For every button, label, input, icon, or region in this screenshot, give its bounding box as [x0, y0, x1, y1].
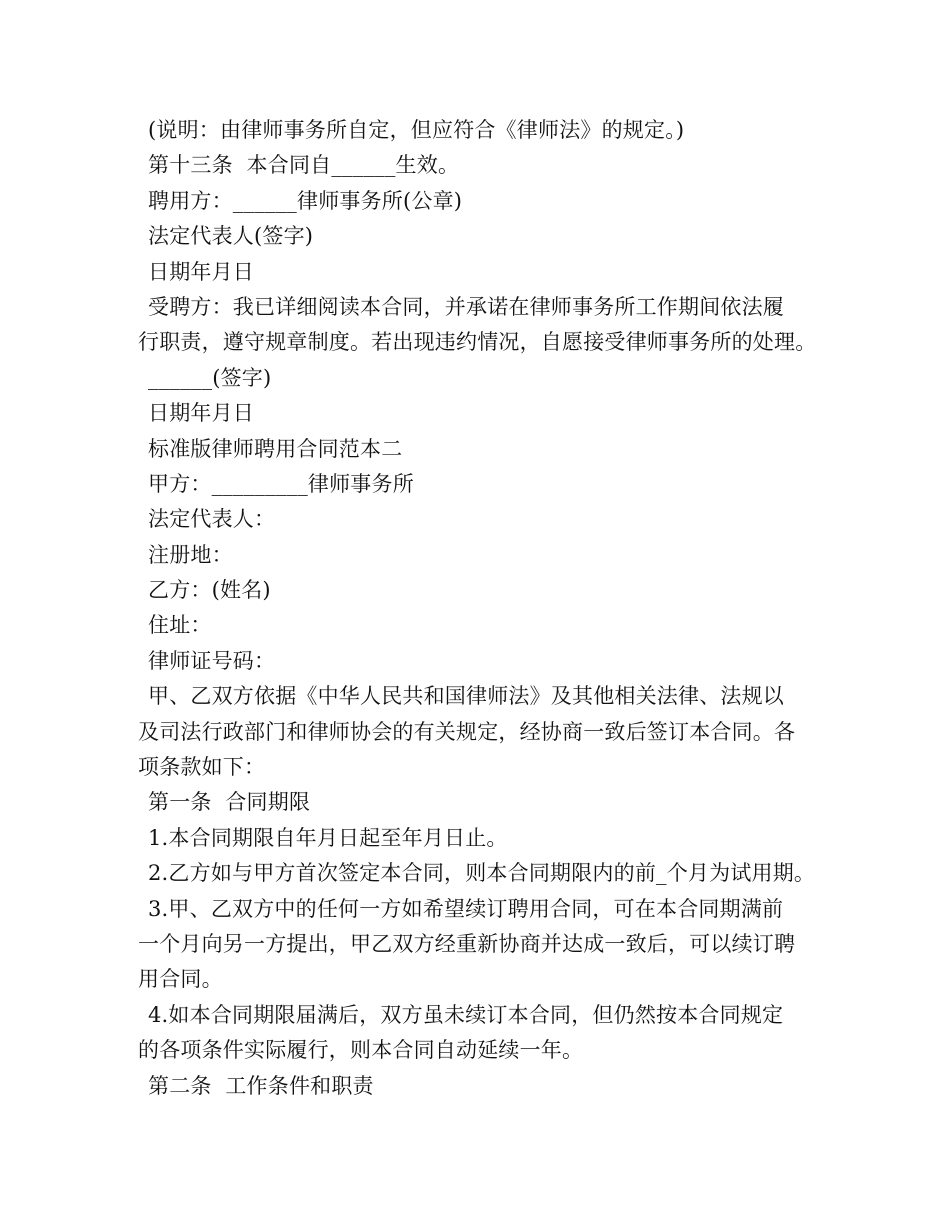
text-line: 法定代表人(签字)	[148, 224, 314, 249]
text-line: 日期年月日	[148, 401, 254, 426]
text-line: 第一条 合同期限	[148, 790, 311, 815]
text-line: ______(签字)	[148, 365, 272, 390]
text-line: 1.本合同期限自年月日起至年月日止。	[148, 825, 508, 850]
text-line: 第十三条 本合同自______生效。	[148, 153, 460, 178]
text-line: 的各项条件实际履行，则本合同自动延续一年。	[138, 1038, 584, 1063]
text-line: 第二条 工作条件和职责	[148, 1073, 374, 1098]
text-line: 及司法行政部门和律师协会的有关规定，经协商一致后签订本合同。各	[138, 719, 796, 744]
text-line: 律师证号码：	[148, 648, 276, 673]
text-line: 项条款如下：	[138, 755, 266, 780]
text-line: 3.甲、乙双方中的任何一方如希望续订聘用合同，可在本合同期满前	[148, 896, 784, 921]
text-line: 4.如本合同期限届满后，双方虽未续订本合同，但仍然按本合同规定	[148, 1002, 784, 1027]
text-line: 2.乙方如与甲方首次签定本合同，则本合同期限内的前_个月为试用期。	[148, 861, 816, 886]
text-line: 一个月向另一方提出，甲乙双方经重新协商并达成一致后，可以续订聘	[138, 931, 796, 956]
text-line: 甲、乙双方依据《中华人民共和国律师法》及其他相关法律、法规以	[148, 684, 784, 709]
text-line: 甲方：_________律师事务所	[148, 471, 414, 496]
text-line: 受聘方：我已详细阅读本合同，并承诺在律师事务所工作期间依法履	[148, 294, 784, 319]
text-line: 住址：	[148, 613, 212, 638]
text-line: 标准版律师聘用合同范本二	[148, 436, 403, 461]
document-body	[138, 113, 820, 1104]
text-line: 行职责，遵守规章制度。若出现违约情况，自愿接受律师事务所的处理。	[138, 330, 817, 355]
text-line: 用合同。	[138, 967, 223, 992]
text-line: 法定代表人：	[148, 507, 276, 532]
text-line: 注册地：	[148, 542, 233, 567]
text-line: (说明：由律师事务所自定，但应符合《律师法》的规定。)	[148, 118, 685, 142]
text-line: 聘用方：______律师事务所(公章)	[148, 188, 463, 213]
text-line: 乙方：(姓名)	[148, 578, 271, 603]
text-line: 日期年月日	[148, 259, 254, 284]
